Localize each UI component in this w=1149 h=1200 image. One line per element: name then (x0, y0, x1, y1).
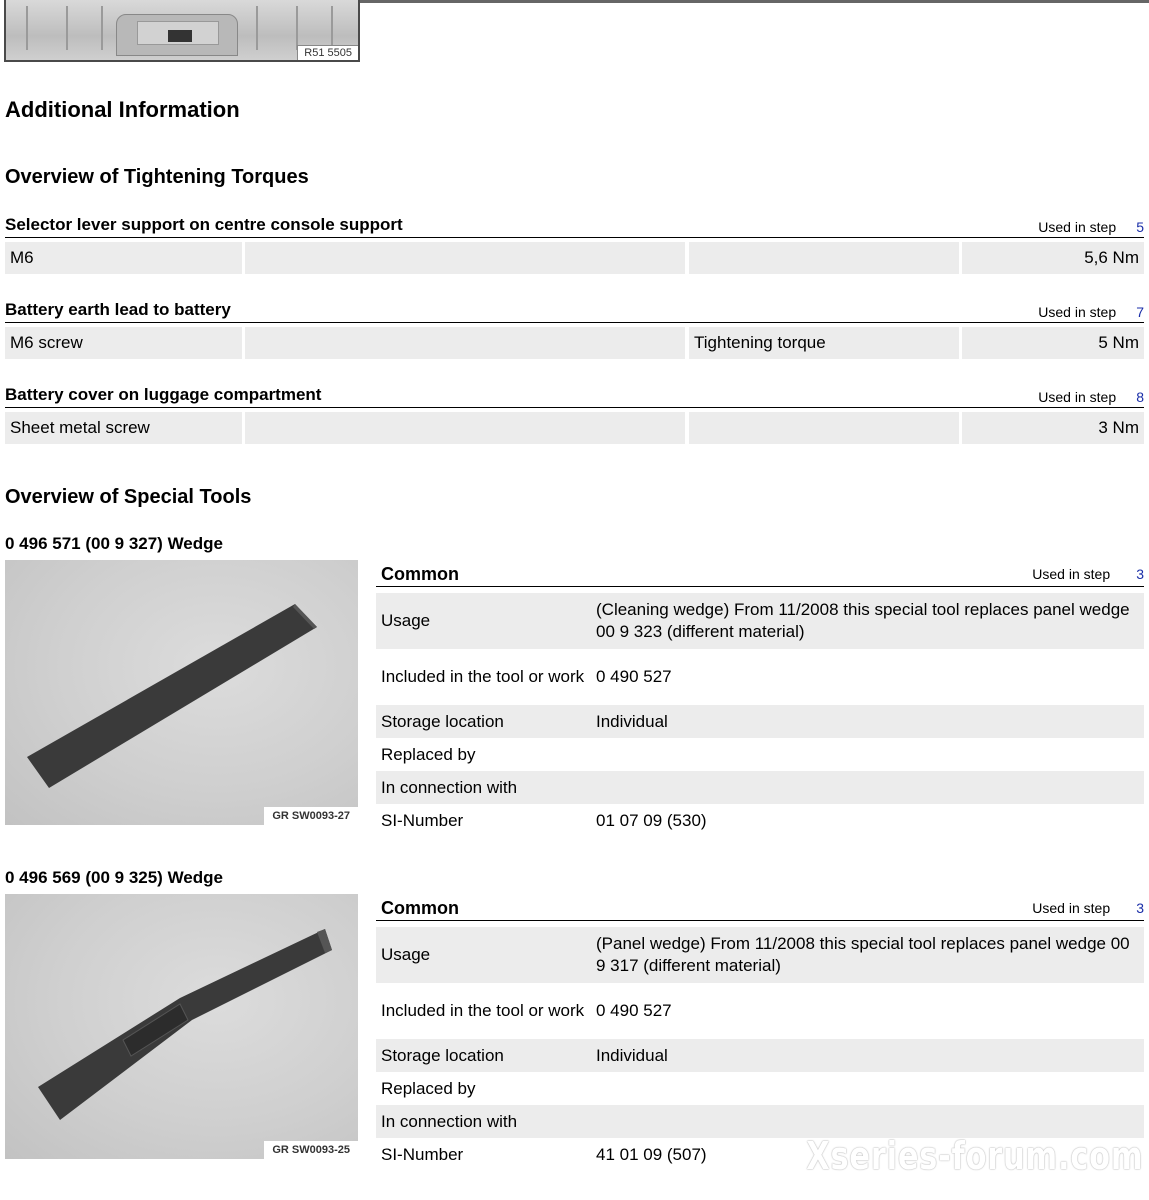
row-label: In connection with (381, 1111, 518, 1131)
torque-header (5, 213, 1144, 238)
torque-row (5, 327, 1144, 359)
tool-row-si-number (376, 804, 1144, 838)
torque-cell: Tightening torque (689, 327, 959, 359)
used-in-step (1038, 304, 1144, 320)
tool-table-title: Common (381, 564, 459, 584)
license-plate-recess (116, 14, 238, 56)
tool-row-replaced-by (376, 1072, 1144, 1105)
torque-block (5, 383, 1144, 444)
figure-code: R51 5505 (297, 45, 358, 60)
bumper-figure (4, 0, 360, 62)
row-label: Usage (381, 945, 431, 964)
heading-special-tools: Overview of Special Tools (5, 486, 252, 508)
row-label: SI-Number (381, 811, 464, 830)
plate-inner (137, 21, 219, 45)
tool-row-included (376, 649, 1144, 705)
tool-row-connection (376, 771, 1144, 804)
step-link[interactable]: 5 (1136, 219, 1144, 235)
figure-rib (296, 6, 298, 50)
torque-block (5, 298, 1144, 359)
tool-row-usage (376, 927, 1144, 983)
used-in-step-label: Used in step (1038, 219, 1117, 235)
row-value: (Panel wedge) From 11/2008 this special tool replaces panel wedge 00 9 317 (different material) (596, 934, 1130, 975)
used-in-step-label: Used in step (1032, 566, 1111, 582)
row-value: 01 07 09 (530) (596, 811, 707, 830)
torque-header (5, 298, 1144, 323)
image-code: GR SW0093-25 (264, 1141, 358, 1159)
torque-title: Selector lever support on centre console support (5, 215, 403, 234)
row-value: (Cleaning wedge) From 11/2008 this special tool replaces panel wedge 00 9 323 (different material) (596, 600, 1130, 641)
tool-row-replaced-by (376, 738, 1144, 771)
used-in-step-label: Used in step (1038, 389, 1117, 405)
torque-cell: M6 screw (5, 327, 242, 359)
used-in-step (1038, 389, 1144, 405)
top-rule (360, 0, 1149, 3)
step-link[interactable]: 3 (1136, 900, 1144, 916)
tool-row-storage (376, 1039, 1144, 1072)
figure-rib (256, 6, 258, 50)
row-label: Usage (381, 611, 431, 630)
row-value: Individual (596, 1045, 668, 1065)
figure-rib (101, 6, 103, 50)
row-label: Storage location (381, 711, 504, 731)
used-in-step (1032, 566, 1144, 582)
torque-block (5, 213, 1144, 274)
row-label: In connection with (381, 777, 518, 797)
step-link[interactable]: 8 (1136, 389, 1144, 405)
tool-image-cleaning-wedge (5, 560, 358, 825)
used-in-step (1032, 900, 1144, 916)
tool-name: 0 496 569 (00 9 325) Wedge (5, 868, 223, 887)
tool-row-usage (376, 593, 1144, 649)
torque-cell: Sheet metal screw (5, 412, 242, 444)
row-value: Individual (596, 711, 668, 731)
watermark: Xseries-forum.com (805, 1134, 1143, 1178)
torque-cell (245, 327, 685, 359)
tool-table (376, 894, 1144, 1172)
tool-name: 0 496 571 (00 9 327) Wedge (5, 534, 223, 553)
torque-title: Battery cover on luggage compartment (5, 385, 322, 404)
row-value: 41 01 09 (507) (596, 1145, 707, 1164)
figure-rib (66, 6, 68, 50)
row-value: 0 490 527 (596, 1001, 672, 1020)
figure-rib (26, 6, 28, 50)
tool-row-included (376, 983, 1144, 1039)
tool-table-title: Common (381, 898, 459, 918)
torque-cell: M6 (5, 242, 242, 274)
torque-cell (245, 412, 685, 444)
torque-value: 5 Nm (962, 327, 1144, 359)
torque-header (5, 383, 1144, 408)
row-label: SI-Number (381, 1145, 464, 1164)
wedge-illustration (5, 894, 358, 1159)
used-in-step-label: Used in step (1032, 900, 1111, 916)
torque-cell (245, 242, 685, 274)
tool-image-panel-wedge (5, 894, 358, 1159)
used-in-step (1038, 219, 1144, 235)
step-link[interactable]: 3 (1136, 566, 1144, 582)
tool-row-storage (376, 705, 1144, 738)
heading-additional-information: Additional Information (5, 97, 240, 122)
row-label: Included in the tool or work (381, 667, 585, 686)
figure-rib (331, 6, 333, 50)
row-value: 0 490 527 (596, 667, 672, 686)
torque-cell (689, 412, 959, 444)
step-link[interactable]: 7 (1136, 304, 1144, 320)
tool-table (376, 560, 1144, 838)
row-label: Replaced by (381, 744, 476, 764)
torque-value: 3 Nm (962, 412, 1144, 444)
tool-table-header (376, 894, 1144, 921)
torque-value: 5,6 Nm (962, 242, 1144, 274)
used-in-step-label: Used in step (1038, 304, 1117, 320)
image-code: GR SW0093-27 (264, 807, 358, 825)
row-label: Storage location (381, 1045, 504, 1065)
plate-badge (168, 30, 192, 42)
heading-tightening-torques: Overview of Tightening Torques (5, 166, 309, 188)
torque-title: Battery earth lead to battery (5, 300, 231, 319)
torque-cell (689, 242, 959, 274)
torque-row (5, 242, 1144, 274)
row-label: Replaced by (381, 1078, 476, 1098)
torque-row (5, 412, 1144, 444)
wedge-illustration (5, 560, 358, 825)
tool-table-header (376, 560, 1144, 587)
row-label: Included in the tool or work (381, 1001, 585, 1020)
